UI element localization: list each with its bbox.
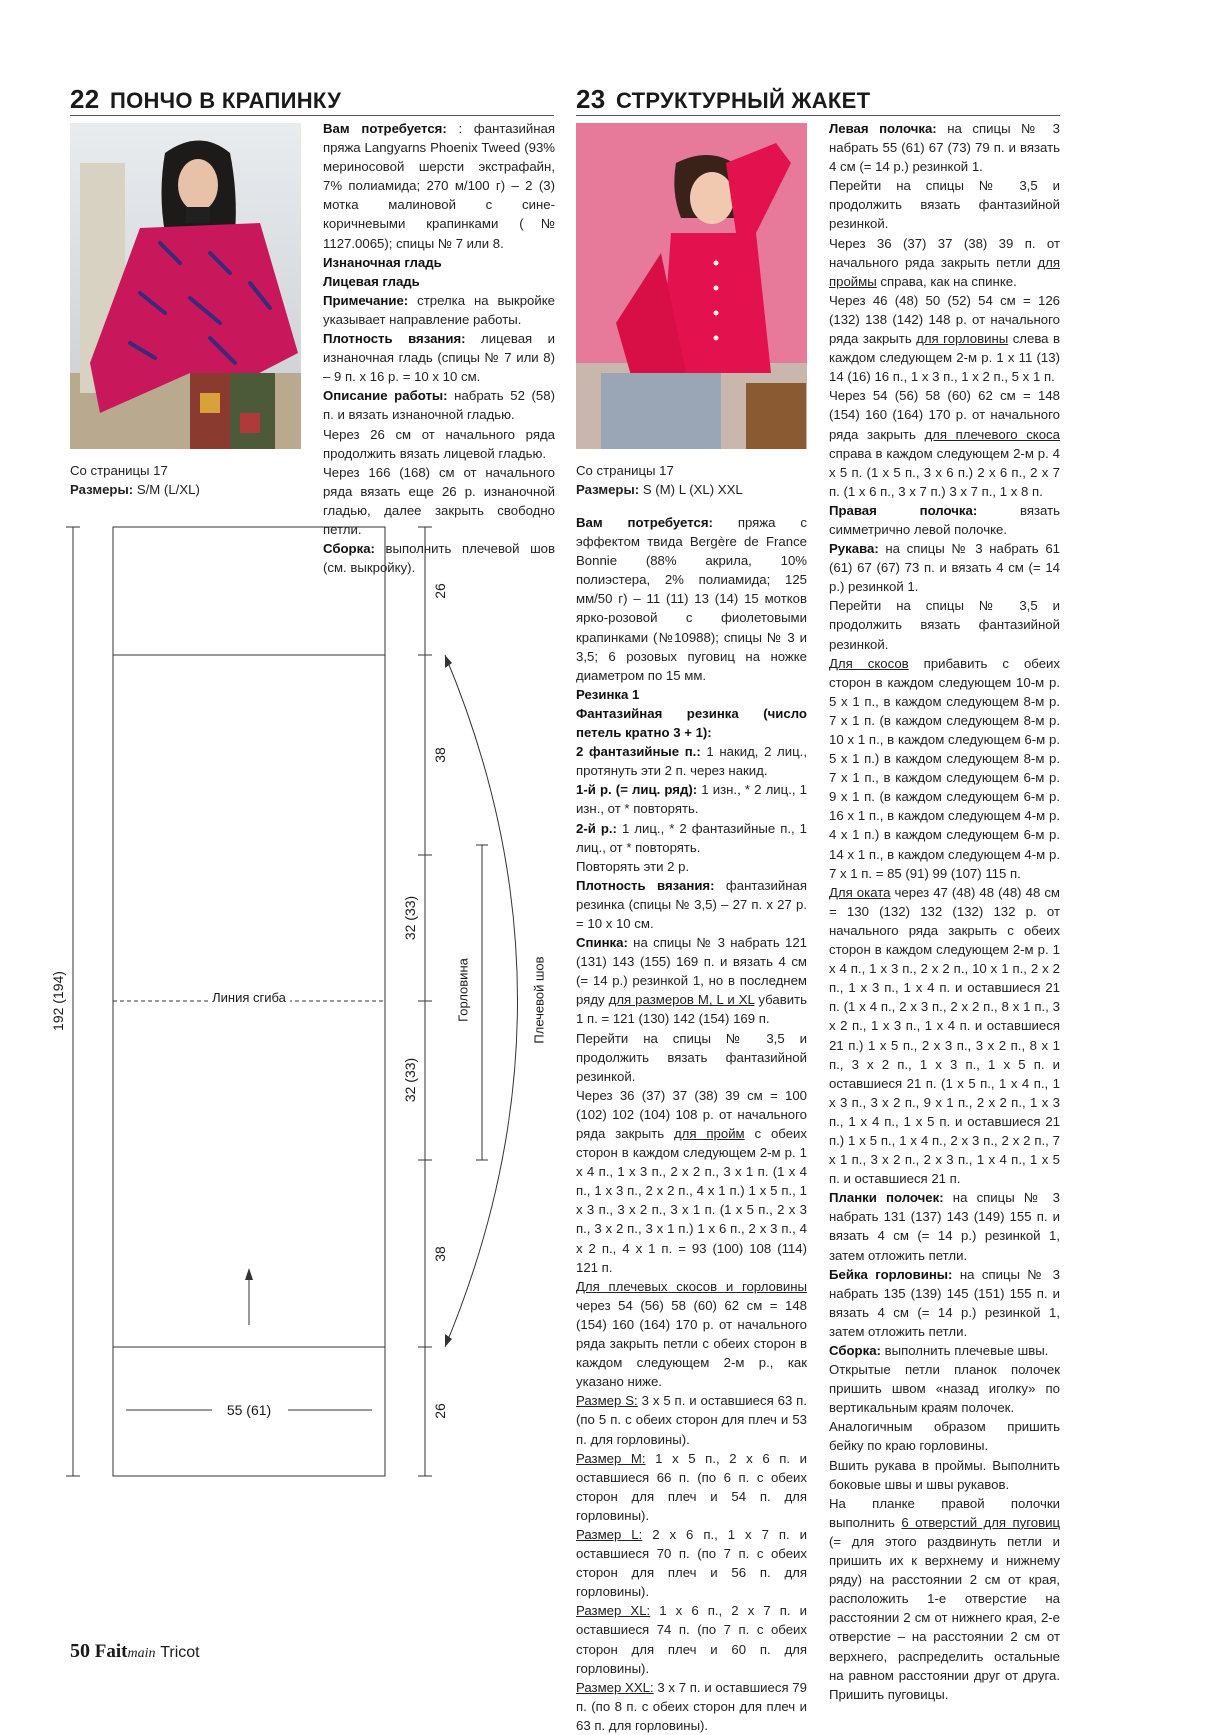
jacket-size-s-label: Размер S: (576, 1393, 638, 1409)
jacket-back-5: через 54 (56) 58 (60) 62 см = 148 (154) 160 (164) 170 р. от начального ряда закрыть петли с обеих сторон в каждом следующем 2-м р., как указано ниже. (576, 1297, 807, 1390)
jacket-assembly-2: Открытые петли планок полочек пришить швом «назад иголку» по вертикальным краям полочек. (829, 1362, 1060, 1416)
right-from-page: Со страницы 17 (576, 463, 674, 478)
jacket-sleeves-3u: Для скосов (829, 655, 909, 671)
jacket-lf-3a: Через 36 (37) 37 (38) 39 п. от начального ряда закрыть петли (829, 235, 1060, 270)
jacket-lf-label: Левая полочка: (829, 121, 937, 136)
jacket-fancy-rib: Фантазийная резинка (число петель кратно 3 + 1): (576, 705, 807, 741)
jacket-materials-label: Вам потребуется: (576, 515, 713, 530)
jacket-assembly-4: Вшить рукава в проймы. Выполнить боковые швы и швы рукавов. (829, 1457, 1060, 1492)
poncho-note: стрелка на выкройке указывает направление работы. (323, 292, 555, 327)
poncho-desc: набрать 52 (58) п. и вязать изнаночной гладью. (323, 388, 555, 423)
jacket-assembly-5b: (= для этого раздвинуть петли и пришить их к верхнему и нижнему ряду) на расстоянии 2 см от края, расположить 1-е отверстие на расстоянии 2 см от нижнего края, 2-е отверстие – на расстоянии 2 см от верхнего, распределить остальные на равном расстоянии друг от друга. Пришить пуговицы. (829, 1533, 1060, 1702)
poncho-stitch-purl: Изнаночная гладь (323, 254, 442, 270)
shoulder-seam-label: Плечевой шов (531, 956, 547, 1044)
jacket-back-1: на спицы № 3 набрать 121 (131) 143 (155) 169 п. и вязать 4 см (= 14 р.) резинкой 1, но в последнем ряду (576, 935, 807, 1008)
jacket-lf-5a: Через 54 (56) 58 (60) 62 см = 148 (154) 160 (164) 170 р. от начального ряда закрыть (829, 388, 1060, 442)
right-title-text: СТРУКТУРНЫЙ ЖАКЕТ (615, 88, 871, 113)
right-title-rule (576, 115, 1060, 116)
poncho-assembly-label: Сборка: (323, 541, 375, 557)
poncho-gauge-label: Плотность вязания: (323, 331, 466, 347)
right-sizes-label: Размеры: (576, 482, 640, 497)
jacket-repeat: Повторять эти 2 р. (576, 858, 690, 874)
jacket-assembly-3: Аналогичным образом пришить бейку по краю горловины. (829, 1419, 1060, 1454)
jacket-assembly-1: выполнить плечевые швы. (880, 1343, 1049, 1358)
jacket-rib1: Резинка 1 (576, 686, 640, 702)
left-from-page: Со страницы 17 (70, 463, 168, 478)
jacket-plackets: на спицы № 3 набрать 131 (137) 143 (149) 155 п. и вязать 4 см (= 14 р.) резинкой 1, затем отложить петли. (829, 1190, 1061, 1263)
poncho-gauge: лицевая и изнаночная гладь (спицы № 7 или 8) – 9 п. х 16 р. = 10 х 10 см. (323, 331, 555, 385)
dim-38b-label: 38 (432, 1246, 448, 1262)
poncho-desc-label: Описание работы: (323, 388, 448, 404)
dim-bottom-label: 26 (432, 1403, 448, 1419)
jacket-back-4b: с обеих сторон в каждом следующем 2-м р. 1 х 4 п., 1 х 3 п., 2 х 2 п., 3 х 1 п. (1 х 4 п., 1 х 3 п., 2 х 2 п., 4 х 1 п.) 1 х 5 п., 1 х 3 п., 3 х 2 п., 3 х 1 п. (1 х 5 п., 2 х 3 п., 3 х 2 п., 3 х 1 п.) 1 х 6 п., 2 х 3 п., 4 х 2 п., 4 х 1 п. = 93 (100) 108 (114) 121 п. (576, 1126, 808, 1275)
jacket-neckband: на спицы № 3 набрать 135 (139) 145 (151) 155 п. и вязать 4 см (= 14 р.) резинкой 1, затем отложить петли. (829, 1266, 1060, 1339)
jacket-sleeves-4u: Для оката (829, 884, 891, 900)
jacket-gauge: фантазийная резинка (спицы № 3,5) – 27 п. х 27 р. = 10 х 10 см. (576, 877, 807, 931)
jacket-neckband-label: Бейка горловины: (829, 1266, 953, 1282)
jacket-gauge-label: Плотность вязания: (576, 877, 715, 893)
jacket-size-xl: 1 х 6 п., 2 х 7 п. и оставшиеся 74 п. (по 7 п. с обеих сторон для плеч и 60 п. для горловины). (576, 1603, 807, 1676)
left-number: 22 (70, 84, 100, 114)
jacket-size-s: 3 х 5 п. и оставшиеся 63 п. (по 5 п. с обеих сторон для плеч и 53 п. для горловины). (576, 1393, 807, 1447)
right-sizes (576, 480, 743, 499)
right-sizes-value: S (M) L (XL) XXL (639, 482, 743, 497)
fold-line-label: Линия сгиба (208, 990, 290, 1005)
neckline-label: Горловина (455, 958, 471, 1022)
dim-total-label: 192 (194) (50, 968, 66, 1034)
jacket-instructions-a (576, 513, 807, 1735)
jacket-sleeves-1: на спицы № 3 набрать 61 (61) 67 (67) 73 п. и вязать 4 см (= 14 р.) резинкой 1. (829, 541, 1060, 595)
jacket-sleeves-4: через 47 (48) 48 (48) 48 см = 130 (132) 132 (132) 132 р. от начального ряда закрыть с обеих сторон в каждом следующем 2-м р. 1 х 4 п., 1 х 3 п., 2 х 2 п., 10 х 1 п., 2 х 2 п., 1 х 3 п., 1 х 4 п. и оставшиеся 21 п. (1 х 4 п., 2 х 3 п., 2 х 2 п., 8 х 1 п., 3 х 2 п., 1 х 3 п., 1 х 4 п. и оставшиеся 21 п.) 1 х 5 п., 2 х 3 п., 3 х 2 п., 8 х 1 п., 3 х 2 п., 1 х 3 п., 1 х 5 п. и оставшиеся 21 п. (1 х 5 п., 1 х 4 п., 1 х 3 п., 3 х 2 п., 9 х 1 п., 2 х 2 п., 1 х 3 п., 1 х 4 п., 1 х 5 п. и оставшиеся 21 п.) 1 х 5 п., 1 х 4 п., 2 х 3 п., 2 х 2 п., 7 х 1 п., 3 х 2 п., 2 х 3 п., 1 х 4 п., 1 х 5 п. и оставшиеся 21 п. (829, 884, 1060, 1187)
jacket-size-xxl-label: Размер XXL: (576, 1679, 654, 1695)
jacket-lf-4u: для горловины (916, 331, 1009, 347)
jacket-assembly-label: Сборка: (829, 1343, 881, 1358)
width-label: 55 (61) (226, 1402, 272, 1418)
jacket-row1: 1 изн., * 2 лиц., 1 изн., от * повторять. (576, 782, 807, 817)
jacket-lf-5u: для плечевого скоса (924, 426, 1060, 442)
jacket-row2: 1 лиц., * 2 фантазийные п., 1 лиц., от * повторять. (576, 820, 808, 855)
dim-38a-label: 38 (432, 747, 448, 763)
brand-main: main (127, 1646, 156, 1661)
jacket-sleeves-2: Перейти на спицы № 3,5 и продолжить вязать фантазийной резинкой. (829, 598, 1060, 652)
page-number: 50 (70, 1640, 90, 1662)
jacket-plackets-label: Планки полочек: (829, 1190, 944, 1206)
left-sizes-value: S/M (L/XL) (133, 482, 200, 497)
left-sizes-label: Размеры: (70, 482, 134, 497)
poncho-stitch-knit: Лицевая гладь (323, 273, 420, 289)
poncho-materials: : фантазийная пряжа Langyarns Phoenix Tweed (93% мериносовой шерсти экстрафайн, 7% полиамида; 270 м/100 г) – 2 (3) мотка малиновой с сине-коричневыми крапинками (№ 1127.0065); спицы № 7 или 8. (323, 121, 555, 251)
poncho-desc-2: Через 26 см от начального ряда продолжить вязать лицевой гладью. (323, 426, 555, 461)
jacket-materials: пряжа с эффектом твида Bergère de France Bonnie (88% акрила, 10% полиэстера, 2% полиамида; 125 мм/50 г) – 11 (11) 13 (14) 15 мотков ярко-розовой с фиолетовыми крапинками (№10988); спицы № 3 и 3,5; 6 розовых пуговиц на ножке диаметром по 15 мм. (576, 515, 808, 683)
jacket-assembly-5a: На планке правой полочки выполнить (829, 1495, 1060, 1530)
jacket-rf: вязать симметрично левой полочке. (829, 502, 1060, 537)
jacket-back-2: убавить 1 п. = 121 (130) 142 (154) 169 п. (576, 992, 807, 1027)
page-footer (70, 1640, 200, 1663)
jacket-sleeves-3: прибавить с обеих сторон в каждом следующем 10-м р. 5 х 1 п., в каждом следующем 8-м р. 7 х 1 п. (в каждом следующем 8-м р. 10 х 1 п., в каждом следующем 6-м р. 5 х 1 п.) в каждом следующем 8-м р. 7 х 1 п., в каждом следующем 6-м р. 9 х 1 п. (в каждом следующем 6-м р. 16 х 1 п., в каждом следующем 4-м р. 4 х 1 п.) в каждом следующем 6-м р. 14 х 1 п., в каждом следующем 4-м р. 7 х 1 п. = 85 (91) 99 (107) 115 п. (829, 655, 1060, 881)
jacket-size-m-label: Размер M: (576, 1450, 646, 1466)
dim-32b-label: 32 (33) (402, 1057, 418, 1103)
jacket-size-l-label: Размер L: (576, 1526, 643, 1542)
jacket-size-m: 1 х 5 п., 2 х 6 п. и оставшиеся 66 п. (по 6 п. с обеих сторон для плеч и 54 п. для горловины). (576, 1450, 807, 1523)
poncho-materials-label: Вам потребуется: (323, 121, 447, 136)
jacket-instructions-b (829, 119, 1060, 1704)
jacket-photo (576, 123, 807, 449)
jacket-fancy-st: 1 накид, 2 лиц., протянуть эти 2 п. через накид. (576, 744, 807, 779)
left-title-text: ПОНЧО В КРАПИНКУ (109, 88, 342, 113)
dim-top-label: 26 (432, 583, 448, 599)
jacket-back-4u: для пройм (673, 1126, 745, 1141)
jacket-row2-label: 2-й р.: (576, 820, 617, 836)
jacket-lf-3u: для проймы (829, 254, 1060, 289)
poncho-note-label: Примечание: (323, 292, 409, 308)
jacket-size-xxl: 3 х 7 п. и оставшиеся 79 п. (по 8 п. с обеих сторон для плеч и 63 п. для горловины). (576, 1679, 807, 1733)
brand-fait: Fait (94, 1641, 128, 1662)
jacket-back-3: Перейти на спицы № 3,5 и продолжить вязать фантазийной резинкой. (576, 1030, 807, 1084)
jacket-lf-2: Перейти на спицы № 3,5 и продолжить вязать фантазийной резинкой. (829, 178, 1060, 232)
jacket-row1-label: 1-й р. (= лиц. ряд): (576, 782, 698, 798)
jacket-lf-4b: слева в каждом следующем 2-м р. 1 х 11 (13) 14 (16) 16 п., 1 х 3 п., 1 х 2 п., 5 х 1 п. (829, 331, 1060, 385)
poncho-desc-3: Через 166 (168) см от начального ряда вязать еще 26 р. изнаночной гладью, далее закрыть свободно петли. (323, 464, 555, 537)
poncho-pattern-diagram (0, 0, 560, 1713)
jacket-lf-5b: справа в каждом следующем 2-м р. 4 х 5 п. (1 х 5 п., 3 х 6 п.) 2 х 6 п., 2 х 7 п. (1 х 6 п., 3 х 7 п.) 3 х 7 п., 1 х 8 п. (829, 445, 1060, 499)
jacket-back-label: Спинка: (576, 935, 628, 951)
dim-32a-label: 32 (33) (402, 895, 418, 941)
brand-tricot: Tricot (160, 1644, 200, 1661)
jacket-size-xl-label: Размер XL: (576, 1603, 651, 1619)
jacket-assembly-5u: 6 отверстий для пуговиц (901, 1514, 1060, 1530)
poncho-assembly: выполнить плечевой шов (см. выкройку). (323, 541, 555, 576)
right-number: 23 (576, 84, 606, 114)
jacket-lf-3b: справа, как на спинке. (876, 273, 1017, 289)
jacket-back-u: для размеров M, L и XL (608, 992, 755, 1008)
jacket-illustration (576, 123, 807, 449)
jacket-lf-1: на спицы № 3 набрать 55 (61) 67 (73) 79 п. и вязать 4 см (= 14 р.) резинкой 1. (829, 121, 1060, 175)
jacket-lf-4a: Через 46 (48) 50 (52) 54 см = 126 (132) 138 (142) 148 р. от начального ряда закрыть (829, 292, 1060, 347)
jacket-back-4a: Через 36 (37) 37 (38) 39 см = 100 (102) 102 (104) 108 р. от начального ряда закрыть (576, 1087, 807, 1141)
jacket-sleeves-label: Рукава: (829, 541, 879, 557)
right-caption (576, 461, 743, 499)
jacket-size-l: 2 х 6 п., 1 х 7 п. и оставшиеся 70 п. (по 7 п. с обеих сторон для плеч и 56 п. для горловины). (576, 1526, 807, 1600)
jacket-back-5u: Для плечевых скосов и горловины (576, 1278, 807, 1294)
jacket-rf-label: Правая полочка: (829, 502, 978, 518)
right-title (576, 84, 870, 115)
jacket-fancy-st-label: 2 фантазийные п.: (576, 744, 701, 760)
